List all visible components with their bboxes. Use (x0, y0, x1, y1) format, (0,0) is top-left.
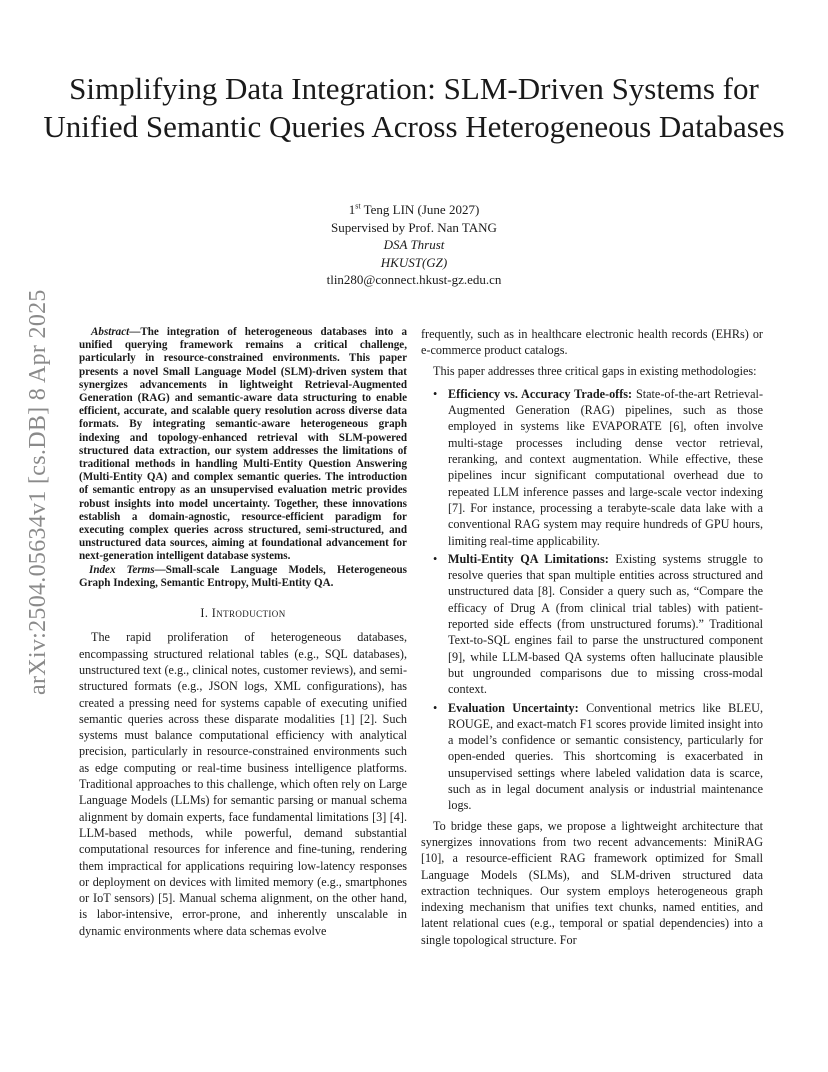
index-terms (79, 564, 407, 590)
gaps-intro-paragraph: This paper addresses three critical gaps in existing methodologies: (433, 363, 757, 378)
author-block (214, 201, 614, 289)
continuation-paragraph: frequently, such as in healthcare electronic health records (EHRs) or e-commerce product catalogs. (421, 327, 763, 358)
gaps-list (421, 386, 763, 814)
list-item-text: Conventional metrics like BLEU, ROUGE, and exact-match F1 scores provide limited insight into a model’s confidence or semantic consistency, particularly for open-ended queries. This shortcoming is exacerbated in unsupervised settings where labeled validation data is scarce, such as in legal document analysis or industrial maintenance logs. (448, 700, 764, 813)
left-column (79, 326, 407, 939)
right-column (421, 326, 763, 948)
author-email: tlin280@connect.hkust-gz.edu.cn (326, 272, 502, 287)
institution: HKUST(GZ) (380, 254, 448, 270)
intro-paragraph: The rapid proliferation of heterogeneous databases, encompassing structured relational tables (e.g., SQL databases), unstructured text (e.g., clinical notes, customer reviews), and semi-structured formats (e.g., JSON logs, XML configurations), has created a pressing need for systems capable of executing unified semantic queries across these disparate modalities [1] [2]. Such systems must balance computational efficiency with analytical precision, particularly in resource-constrained environments such as edge computing or real-time business intelligence platforms. Traditional approaches to this challenge, which often rely on Large Language Models (LLMs) for semantic parsing or manual schema alignment by domain experts, face fundamental limitations [3] [4]. LLM-based methods, while powerful, demand substantial computational resources for inference and fine-tuning, rendering them impractical for applications requiring low-latency responses or deployment on devices with limited memory (e.g., smartphones or IoT sensors) [5]. Manual schema alignment, on the other hand, is labor-intensive, error-prone, and inherently unscalable in dynamic environments where data schemas evolve (79, 630, 407, 938)
bullet-dot-icon: • (433, 386, 438, 401)
list-item-term: Multi-Entity QA Limitations: (448, 551, 609, 566)
abstract-text: —The integration of heterogeneous databases into a unified querying framework remains a critical challenge, particularly in resource-constrained environments. This paper presents a novel Small Language Model (SLM)-driven system that synergizes advancements in lightweight Retrieval-Augmented Generation (RAG) and semantic-aware data structuring to enable efficient, accurate, and scalable query resolution across diverse data formats. By integrating semantic-aware heterogeneous graph indexing and topology-enhanced retrieval with SLM-powered structured data extraction, our system addresses the limitations of traditional methods in handling Multi-Entity Question Answering (Multi-Entity QA) and complex semantic queries. The introduction of semantic entropy as an unsupervised evaluation metric provides robust insights into model uncertainty. Together, these innovations establish a domain-agnostic, resource-efficient paradigm for executing complex queries across structured, semi-structured, and unstructured data sources, aiming at foundational advancement for next-generation intelligent database systems. (79, 326, 407, 563)
abstract (79, 326, 407, 564)
department: DSA Thrust (383, 237, 445, 252)
closing-paragraph: To bridge these gaps, we propose a lightweight architecture that synergizes innovations from two recent advancements: MiniRAG [10], a resource-efficient RAG framework optimized for Small Language Models (SLMs), and SLM-driven structured data extraction techniques. Our system employs heterogeneous graph indexing mechanism that unifies text chunks, named entities, and latent relational cues (e.g., temporal or spatial dependencies) into a single topological structure. For (421, 818, 763, 947)
arxiv-identifier: arXiv:2504.05634v1 [cs.DB] 8 Apr 2025 (25, 289, 51, 695)
paper-title: Simplifying Data Integration: SLM-Driven Systems for Unified Semantic Queries Across Heterogeneous Databases (43, 71, 785, 144)
author-name-text: Teng LIN (June 2027) (360, 202, 480, 217)
list-item-term: Efficiency vs. Accuracy Trade-offs: (448, 386, 633, 401)
list-item (433, 386, 764, 549)
list-item (433, 551, 763, 698)
list-item-text: Existing systems struggle to resolve queries that span multiple entities across structured and unstructured data [8]. Consider a query such as, “Compare the efficacy of Drug A (from clinical trial tables) with patient-reported side effects (from unstructured forums).” Traditional Text-to-SQL engines fail to parse the unstructured component [9], while LLM-based QA systems often hallucinate plausible but ungrounded comparisons due to missing cross-modal context. (448, 551, 763, 697)
index-terms-lead: Index Terms (89, 563, 155, 576)
section-heading-introduction: I. Introduction (200, 606, 286, 621)
list-item (433, 700, 764, 814)
bullet-dot-icon: • (433, 551, 438, 566)
bullet-dot-icon: • (433, 700, 438, 715)
index-terms-text: —Small-scale Language Models, Heterogeneous Graph Indexing, Semantic Entropy, Multi-Entity QA. (79, 563, 407, 589)
author-number: 1 (348, 202, 356, 217)
list-item-text: State-of-the-art Retrieval-Augmented Generation (RAG) pipelines, such as those employed in systems like EVAPORATE [6], often involve multi-stage processes including dense vector retrieval, reranking, and context augmentation. While effective, these pipelines incur significant computational overhead due to repeated LLM inference passes and large-scale vector indexing [7]. For instance, processing a terabyte-scale data lake with a conventional RAG system may require hundreds of GPU hours, limiting real-time applicability. (448, 386, 764, 548)
supervisor: Supervised by Prof. Nan TANG (331, 219, 497, 235)
author-superscript: st (355, 201, 361, 211)
list-item-term: Evaluation Uncertainty: (448, 700, 579, 715)
author-name (214, 201, 614, 219)
abstract-lead: Abstract (91, 326, 130, 338)
